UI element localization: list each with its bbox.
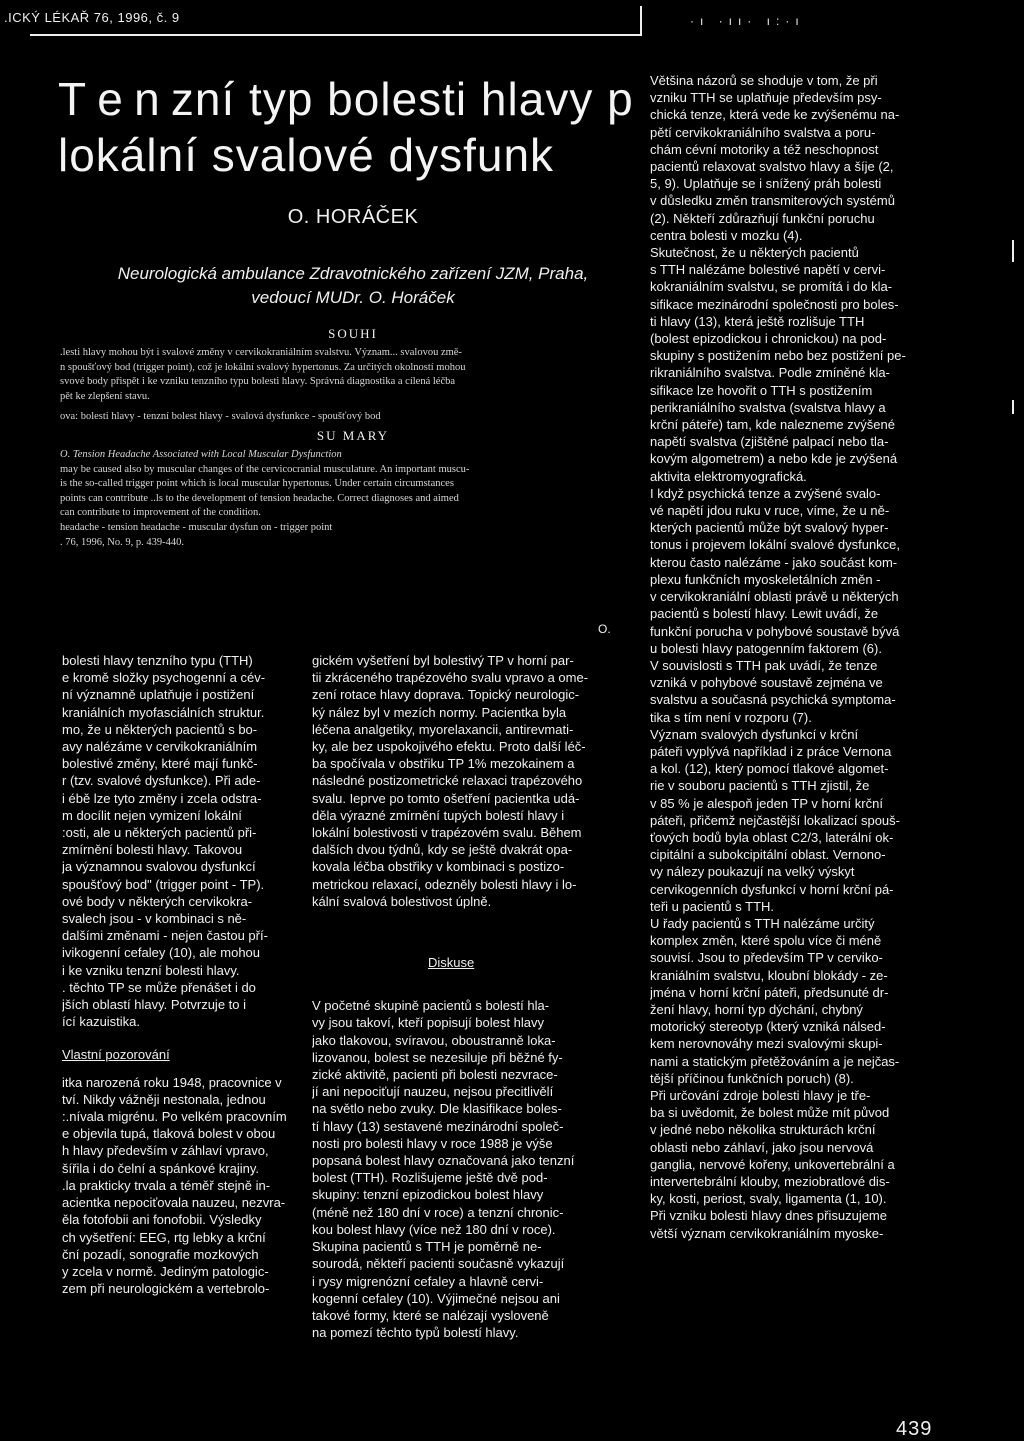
- text-line: na světlo nebo zvuky. Dle klasifikace boles-: [312, 1101, 562, 1117]
- article-title-line-2: lokální svalové dysfunk: [58, 129, 555, 181]
- text-line: ční pozadí, sonografie mozkových: [62, 1246, 259, 1262]
- text-line: zem při neurologickém a vertebrolo-: [62, 1281, 270, 1297]
- text-line: skupiny: tenzní epizodickou bolest hlavy: [312, 1187, 544, 1203]
- text-line: v jedné nebo několika strukturách krční: [650, 1122, 876, 1138]
- text-line: chám cévní motoriky a též neschopnost: [650, 141, 879, 157]
- text-line: Většina názorů se shoduje v tom, že při: [650, 73, 878, 88]
- text-line: centra bolesti v mozku (4).: [650, 227, 803, 243]
- text-line: plexu funkčních myoskeletálních změn -: [650, 571, 881, 587]
- text-line: jších oblastí hlavy. Potvrzuje to i: [62, 997, 247, 1013]
- text-line: bolestivé změny, které mají funkč-: [62, 756, 258, 772]
- text-line: jako tlakovou, svíravou, oboustranně loka-: [312, 1032, 556, 1048]
- text-line: tí hlavy (13) sestavené mezinárodní společ-: [312, 1118, 564, 1134]
- text-line: kovala léčba obstřiky v kombinaci s postizo-: [312, 859, 565, 875]
- text-line: ící kazuistika.: [62, 1014, 141, 1030]
- text-line: vzniká v pohybové soustavě zejména ve: [650, 675, 883, 691]
- text-line: na pomezí těchto typů bolestí hlavy.: [312, 1325, 519, 1341]
- souhrn-line: n spoušťový bod (trigger point), což je lokální svalový hypertonus. Za určitých okolností mohou: [60, 361, 466, 373]
- text-line: teři u pacientů s TTH.: [650, 898, 775, 914]
- text-line: avy nalézáme v cervikokraniálním: [62, 739, 258, 755]
- text-line: Skupina pacientů s TTH je poměrně ne-: [312, 1239, 542, 1255]
- text-line: vé napětí jdou ruku v ruce, víme, že u ně-: [650, 503, 890, 519]
- text-line: U řady pacientů s TTH nalézáme určitý: [650, 915, 875, 931]
- summary-title: O. Tension Headache Associated with Local Muscular Dysfunction: [60, 449, 342, 460]
- author-initial: O.: [598, 622, 611, 636]
- journal-header: .ICKÝ LÉKAŘ 76, 1996, č. 9: [4, 10, 180, 25]
- text-line: kterou často nalézáme - jako součást kom-: [650, 554, 898, 570]
- text-line: kraniálních myofasciálních struktur.: [62, 704, 265, 720]
- margin-mark: [1012, 240, 1014, 262]
- text-line: ja významnou svalovou dysfunkcí: [62, 859, 256, 875]
- text-line: intervertebrální klouby, meziobratlové dis-: [650, 1174, 890, 1189]
- text-line: v důsledku změn transmiterových systémů: [650, 193, 895, 209]
- text-line: následné postizometrické relaxaci trapézového: [312, 773, 583, 789]
- text-line: nami a statickým přetěžováním a je nejčas-: [650, 1053, 900, 1069]
- text-line: napětí svalstva (zjištěné palpací nebo tla-: [650, 434, 889, 450]
- souhrn-line: .lesti hlavy mohou být i svalové změny v cervikokraniálním svalstvu. Význam... svalovou změ-: [60, 347, 462, 358]
- text-line: dalších dvou týdnů, kdy se ještě dvakrát opa-: [312, 842, 573, 858]
- text-line: funkční porucha v pohybové soustavě bývá: [650, 623, 900, 639]
- text-line: spoušťový bod" (trigger point - TP).: [62, 876, 265, 892]
- summary-line: is the so-called trigger point which is local muscular hypertonus. Under certain circumstances: [60, 478, 454, 490]
- text-line: gickém vyšetření byl bolestivý TP v horní par-: [312, 653, 574, 668]
- text-line: (bolest epizodickou i chronickou) na pod-: [650, 331, 887, 347]
- text-line: lokální bolestivosti v trapézovém svalu. Během: [312, 825, 582, 841]
- text-line: metrickou relaxací, odezněly bolesti hlavy i lo-: [312, 876, 577, 892]
- affiliation-line-2: vedoucí MUDr. O. Horáček: [251, 288, 455, 307]
- article-title-line-1: T e n zní typ bolesti hlavy p: [58, 73, 634, 125]
- text-line: perikraniálního svalstva (svalstva hlavy a: [650, 399, 886, 415]
- summary-citation: . 76, 1996, No. 9, p. 439-440.: [60, 536, 184, 548]
- text-line: pacientů relaxovat svalstvo hlavy a šíje (2,: [650, 159, 894, 175]
- text-line: kou bolest hlavy (více než 180 dní v roce).: [312, 1221, 556, 1237]
- text-line: rie v souboru pacientů s TTH zjistil, že: [650, 778, 870, 794]
- text-line: vzniku TTH se uplatňuje především psy-: [650, 90, 882, 106]
- text-line: žení hlavy, horní typ dýchání, chybný: [650, 1001, 863, 1017]
- text-line: .la prakticky trvala a téměř stejně in-: [62, 1177, 271, 1193]
- text-line: léčena analgetiky, myorelaxancii, antirevmati-: [312, 721, 574, 737]
- text-line: bolesti hlavy tenzního typu (TTH): [62, 653, 253, 668]
- text-line: ba spočívala v obstřiku TP 1% mezokainem a: [312, 756, 575, 772]
- text-line: ivikogenní cefaley (10), ale mohou: [62, 945, 261, 961]
- text-line: :.nívala migrénu. Po velkém pracovním: [62, 1109, 287, 1125]
- text-line: svalu. Ieprve po tomto ošetření pacientka udá-: [312, 790, 580, 806]
- text-line: ganglia, nervové kořeny, unkovertebrální a: [650, 1156, 895, 1172]
- text-line: . těchto TP se může přenášet i do: [62, 979, 256, 995]
- text-line: V souvislosti s TTH pak uvádí, že tenze: [650, 657, 878, 673]
- text-line: i rysy migrenózní cefaley a hlavně cervi-: [312, 1273, 544, 1289]
- text-line: páteři vyplývá například i z práce Vernona: [650, 743, 892, 759]
- text-line: sourodá, někteří pacienti současně vykazují: [312, 1256, 565, 1272]
- text-line: ba si uvědomit, že bolest může mít původ: [650, 1105, 890, 1121]
- text-line: bolest (TTH). Rozlišujeme ještě dvě pod-: [312, 1170, 548, 1186]
- text-line: tika s tím není v rozporu (7).: [650, 709, 812, 725]
- text-line: ký nález byl v mezích normy. Pacientka byla: [312, 704, 567, 720]
- text-line: Při vzniku bolesti hlavy dnes přisuzujeme: [650, 1208, 887, 1224]
- header-marks: ·ı ·ıı· ı:·ı: [690, 14, 805, 28]
- text-line: kogenní cefaley (10). Výjimečné nejsou ani: [312, 1290, 560, 1306]
- middle-column: [312, 652, 612, 1341]
- text-line: zmírnění bolesti hlavy. Takovou: [62, 842, 243, 858]
- text-line: pětí cervikokraniálního svalstva a poru-: [650, 124, 876, 140]
- right-column: [650, 72, 950, 1242]
- text-line: e objevila tupá, tlaková bolest v obou: [62, 1126, 276, 1142]
- affiliation: [58, 262, 648, 310]
- text-line: acientka nepociťovala nauzeu, nezvra-: [62, 1195, 286, 1211]
- summary-heading: SU MARY: [316, 428, 390, 443]
- text-line: vy jsou takoví, kteří popisují bolest hlavy: [312, 1015, 544, 1031]
- text-line: s TTH nalézáme bolestivé napětí v cervi-: [650, 262, 886, 278]
- text-line: 5, 9). Uplatňuje se i snížený práh bolesti: [650, 176, 882, 192]
- text-line: itka narozená roku 1948, pracovnice v: [62, 1074, 282, 1090]
- text-line: rikraniálního svalstva. Podle zmíněné kla-: [650, 365, 890, 381]
- text-line: tii zkráceného trapézového svalu vpravo a ome-: [312, 670, 589, 686]
- text-line: páteři, přičemž nejčastější lokalizací spouš-: [650, 812, 900, 828]
- text-line: pacientů s bolestí hlavy. Lewit uvádí, že: [650, 606, 879, 622]
- left-column: [62, 652, 294, 1297]
- text-line: oblasti nebo záhlaví, jako jsou nervová: [650, 1139, 874, 1155]
- text-line: svalech jsou - v kombinaci s ně-: [62, 911, 247, 927]
- text-line: krční páteře) tam, kde nalezneme zvýšené: [650, 417, 895, 433]
- text-line: dalšími změnami - nejen častou pří-: [62, 928, 268, 944]
- text-line: lizovanou, bolest se nezesiluje při běžné fy-: [312, 1049, 563, 1065]
- text-line: aktivita elektromyografická.: [650, 468, 807, 484]
- text-line: ch vyšetření: EEG, rtg lebky a krční: [62, 1229, 266, 1245]
- text-line: popsaná bolest hlavy označovaná jako tenzní: [312, 1153, 575, 1169]
- text-line: ky, kosti, periost, svaly, ligamenta (1, 10).: [650, 1191, 887, 1207]
- text-line: komplex změn, které spolu více či méně: [650, 933, 882, 949]
- text-line: ti hlavy (13), která ještě rozlišuje TTH: [650, 313, 865, 329]
- text-line: cipitální a subokcipitální oblast. Vernono-: [650, 847, 886, 863]
- affiliation-line-1: Neurologická ambulance Zdravotnického zařízení JZM, Praha,: [117, 264, 589, 283]
- text-line: cervikogenních dysfunkcí v horní krční pá-: [650, 881, 894, 897]
- author-name: O. HORÁČEK: [287, 206, 419, 228]
- text-line: mo, že u některých pacientů s bo-: [62, 721, 258, 737]
- text-line: i ébě lze tyto změny i zcela odstra-: [62, 790, 262, 806]
- text-line: souvisí. Jsou to především TP v cerviko-: [650, 950, 883, 966]
- text-line: V početné skupině pacientů s bolestí hla-: [312, 998, 550, 1014]
- text-line: e kromě složky psychogenní a cév-: [62, 670, 266, 686]
- text-line: I když psychická tenze a zvýšené svalo-: [650, 485, 881, 501]
- text-line: Při určování zdroje bolesti hlavy je tře-: [650, 1087, 871, 1103]
- text-line: kem nerovnováhy mezi svalovými skupi-: [650, 1036, 883, 1052]
- text-line: i ke vzniku tenzní bolesti hlavy.: [62, 962, 240, 978]
- text-line: sifikace lze hovořit o TTH s postižením: [650, 382, 873, 398]
- text-line: u bolesti hlavy patogenním faktorem (6).: [650, 640, 882, 656]
- text-line: motorický stereotyp (který vzniká nálsed-: [650, 1019, 886, 1035]
- text-line: tější příčinou funkčních poruch) (8).: [650, 1070, 854, 1086]
- text-line: ěla fotofobii ani fonofobii. Výsledky: [62, 1212, 262, 1228]
- text-line: zické aktivitě, pacienti při bolesti nezvrace-: [312, 1067, 558, 1083]
- souhrn-line: svové body přispět i ke vzniku tenzního typu bolesti hlavy. Správná diagnostika a cílená léčba: [60, 376, 456, 388]
- text-line: zení rotace hlavy doprava. Topický neurologic-: [312, 687, 580, 703]
- text-line: v cervikokraniální oblasti právě u některých: [650, 589, 899, 605]
- summary-keywords: headache - tension headache - muscular dysfun on - trigger point: [60, 521, 333, 533]
- text-line: kokraniálním svalstvu, se promítá i do kla-: [650, 279, 893, 295]
- text-line: tví. Nikdy vážněji nestonala, jednou: [62, 1091, 266, 1107]
- souhrn-line: pět ke zlepšení stavu.: [60, 390, 150, 402]
- text-line: sifikace mezinárodní společnosti pro boles-: [650, 296, 899, 312]
- text-line: šířila i do čelní a spánkové krajiny.: [62, 1160, 260, 1176]
- summary-line: can contribute to improvement of the condition.: [60, 507, 261, 519]
- text-line: Význam svalových dysfunkcí v krční: [650, 726, 859, 742]
- text-line: Skutečnost, že u některých pacientů: [650, 245, 859, 261]
- text-line: kovým algometrem) a nebo kde je zvýšená: [650, 451, 898, 467]
- page-number: 439: [896, 1418, 933, 1440]
- text-line: tonus i projevem lokální svalové dysfunkce,: [650, 537, 901, 553]
- text-line: r (tzv. svalové dysfunkce). Při ade-: [62, 773, 261, 789]
- text-line: takové formy, které se nalézají vysloveně: [312, 1307, 549, 1323]
- text-line: a kol. (12), který pomocí tlakové algomet-: [650, 761, 889, 777]
- section-heading-diskuse: Diskuse: [428, 955, 475, 971]
- summary-line: points can contribute ..ls to the development of tension headache. Correct diagnoses and aimed: [60, 492, 459, 504]
- text-line: kterých pacientů může být svalový hyper-: [650, 520, 889, 536]
- text-line: skupiny s postižením nebo bez postižení pe-: [650, 348, 906, 364]
- text-line: jí ani nepociťují nauzeu, nejsou přecitlivělí: [312, 1084, 554, 1100]
- text-line: v 85 % je alespoň jeden TP v horní krční: [650, 795, 883, 811]
- text-line: kraniálním svalstvu, kloubní blokády - ze-: [650, 967, 888, 983]
- souhrn-heading: SOUHI: [328, 326, 378, 341]
- text-line: y zcela v normě. Jediným patologic-: [62, 1263, 269, 1279]
- text-line: ní významně uplatňuje i postižení: [62, 687, 255, 703]
- text-line: h hlavy především v záhlaví vpravo,: [62, 1143, 269, 1159]
- text-line: chická tenze, která vede ke zvýšenému na-: [650, 107, 900, 123]
- text-line: větší význam cervikokraniálním myoske-: [650, 1225, 884, 1241]
- text-line: svalstvu a současná psychická symptoma-: [650, 692, 896, 708]
- text-line: (méně než 180 dní v roce) a tenzní chronic-: [312, 1204, 564, 1220]
- text-line: děla výrazné zmírnění tupých bolestí hlavy i: [312, 807, 565, 823]
- section-heading-vlastni-pozorovani: Vlastní pozorování: [62, 1047, 170, 1063]
- text-line: ové body v některých cervikokra-: [62, 893, 253, 909]
- text-line: vy nálezy poukazují na velký výskyt: [650, 864, 855, 880]
- text-line: kální svalová bolestivost úplně.: [312, 893, 492, 909]
- text-line: (2). Někteří zdůrazňují funkční poruchu: [650, 210, 875, 226]
- text-line: :osti, ale u některých pacientů při-: [62, 825, 257, 841]
- summary-text: [60, 448, 620, 550]
- text-line: ky, ale bez uspokojivého efektu. Proto další léč-: [312, 739, 586, 755]
- margin-mark: [1012, 400, 1014, 414]
- souhrn-text: [60, 346, 620, 425]
- summary-line: may be caused also by muscular changes of the cervicocranial musculature. An important muscu-: [60, 463, 470, 475]
- text-line: jména v horní krční páteři, předsunuté dr-: [650, 984, 889, 1000]
- text-line: nosti pro bolesti hlavy v roce 1988 je výše: [312, 1135, 553, 1151]
- text-line: m docílit nejen vymizení lokální: [62, 807, 242, 823]
- text-line: ťových bodů byla oblast C2/3, laterální ok-: [650, 829, 894, 845]
- souhrn-keywords: ova: bolesti hlavy - tenzní bolest hlavy - svalová dysfunkce - spoušťový bod: [60, 411, 381, 423]
